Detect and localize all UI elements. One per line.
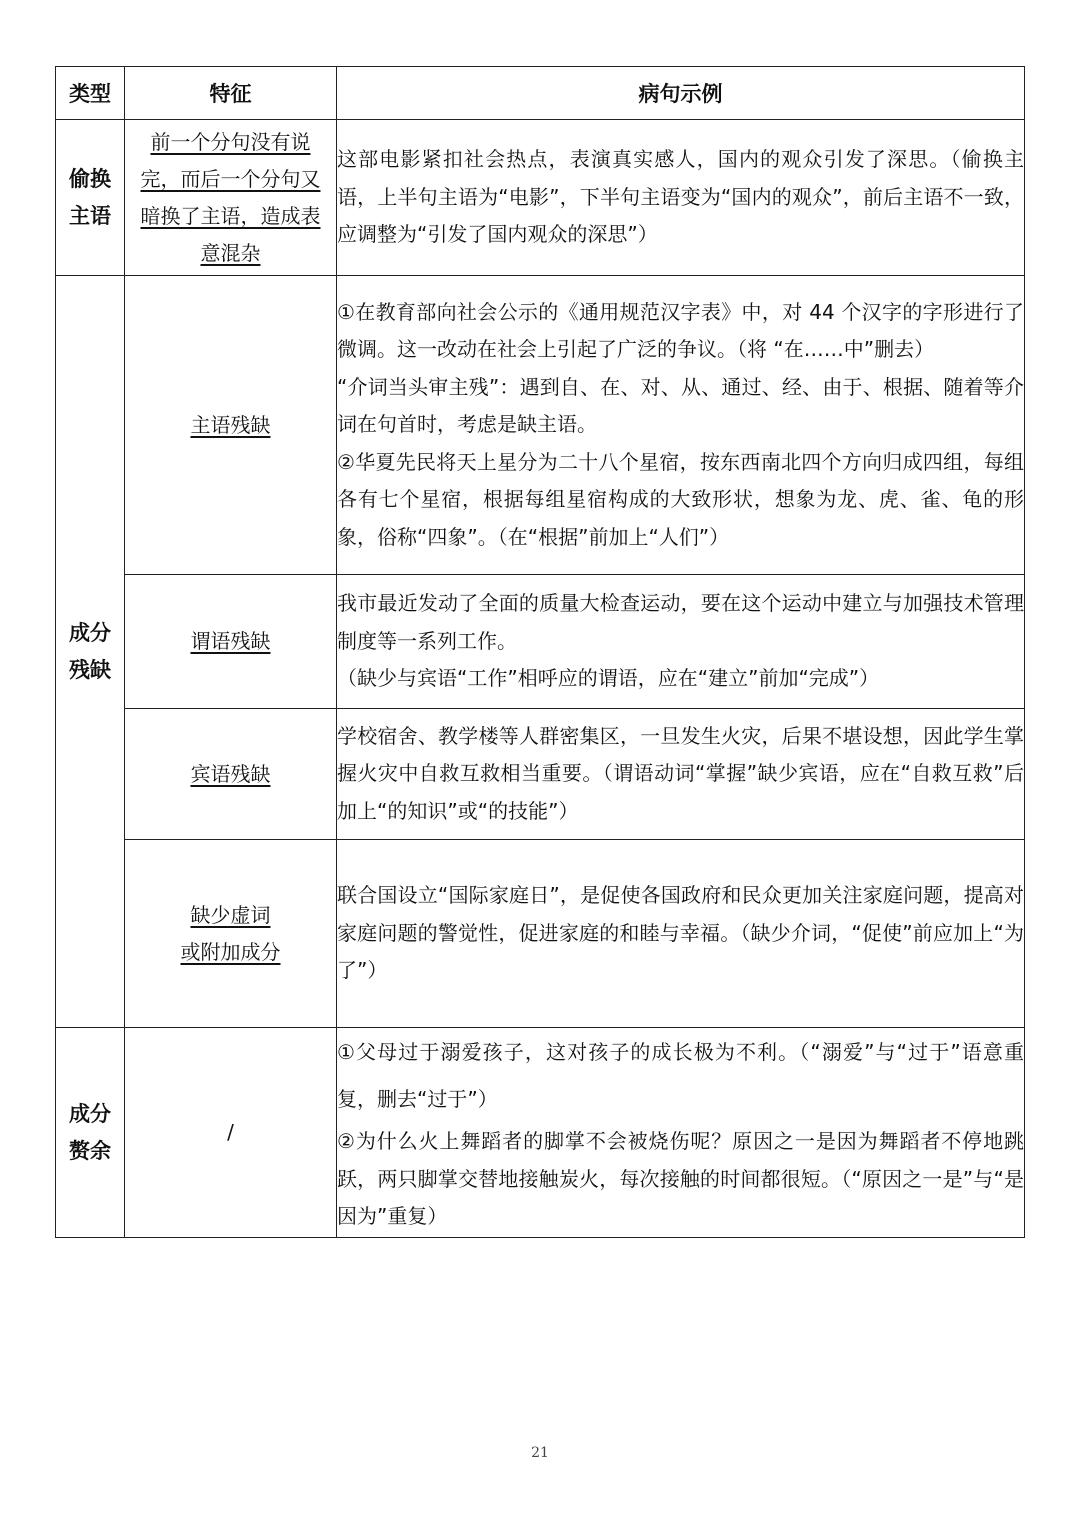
type-cell — [56, 120, 125, 276]
example-cell — [337, 1028, 1025, 1238]
feature-line: 或附加成分 — [180, 939, 281, 964]
feature-cell — [125, 840, 337, 1028]
type-cell — [56, 276, 125, 1028]
type-cell — [56, 1028, 125, 1238]
feature-line: / — [227, 1120, 234, 1144]
example-cell — [337, 575, 1025, 709]
feature-line: 暗换了主语，造成表 — [140, 203, 321, 228]
type-line: 成分 — [69, 620, 111, 645]
type-line: 赘余 — [69, 1138, 111, 1163]
feature-cell — [125, 276, 337, 575]
feature-cell — [125, 575, 337, 709]
table-row — [56, 840, 1025, 1028]
example-text: ①父母过于溺爱孩子，这对孩子的成长极为不利。（“溺爱”与“过于”语意重复，删去“过于”） — [337, 1040, 1024, 1112]
example-text: 我市最近发动了全面的质量大检查运动，要在这个运动中建立与加强技术管理制度等一系列工作。 — [337, 591, 1024, 653]
grammar-error-table — [55, 66, 1025, 1238]
type-line: 主语 — [69, 203, 111, 228]
example-text: （缺少与宾语“工作”相呼应的谓语，应在“建立”前加“完成”） — [337, 666, 880, 691]
feature-cell — [125, 1028, 337, 1238]
table-header-row — [56, 67, 1025, 120]
header-feature: 特征 — [125, 67, 337, 120]
feature-line: 缺少虚词 — [190, 902, 271, 927]
feature-cell — [125, 120, 337, 276]
example-text: 这部电影紧扣社会热点，表演真实感人，国内的观众引发了深思。（偷换主语，上半句主语为“电影”，下半句主语变为“国内的观众”，前后主语不一致，应调整为“引发了国内观众的深思”） — [337, 147, 1024, 247]
feature-line: 谓语残缺 — [190, 629, 271, 653]
feature-line: 完，而后一个分句又 — [140, 166, 321, 191]
example-text: ①在教育部向社会公示的《通用规范汉字表》中，对 44 个汉字的字形进行了微调。这一改动在社会上引起了广泛的争议。（将 “在……中”删去） — [337, 299, 1024, 362]
feature-line: 宾语残缺 — [190, 761, 271, 786]
example-text: ②为什么火上舞蹈者的脚掌不会被烧伤呢？原因之一是因为舞蹈者不停地跳跃，两只脚掌交替地接触炭火，每次接触的时间都很短。（“原因之一是”与“是因为”重复） — [337, 1129, 1024, 1229]
table-row — [56, 1028, 1025, 1238]
feature-cell — [125, 709, 337, 840]
example-text: 学校宿舍、教学楼等人群密集区，一旦发生火灾，后果不堪设想，因此学生掌握火灾中自救互救相当重要。（谓语动词“掌握”缺少宾语，应在“自救互救”后加上“的知识”或“的技能”） — [337, 723, 1024, 823]
table-row — [56, 575, 1025, 709]
feature-line: 前一个分句没有说 — [150, 129, 311, 154]
page-number: 21 — [531, 1445, 549, 1461]
type-line: 偷换 — [69, 166, 111, 191]
feature-line: 主语残缺 — [190, 412, 271, 437]
example-text: “介词当头审主残”：遇到自、在、对、从、通过、经、由于、根据、随着等介词在句首时，考虑是缺主语。 — [337, 374, 1024, 437]
table-row — [56, 120, 1025, 276]
type-line: 残缺 — [69, 657, 111, 682]
type-line: 成分 — [69, 1101, 111, 1126]
table-row — [56, 709, 1025, 840]
header-type: 类型 — [56, 67, 125, 120]
example-text: ②华夏先民将天上星分为二十八个星宿，按东西南北四个方向归成四组，每组各有七个星宿，根据每组星宿构成的大致形状，想象为龙、虎、雀、龟的形象，俗称“四象”。（在“根据”前加上“人们”） — [337, 449, 1024, 549]
table-row — [56, 276, 1025, 575]
feature-line: 意混杂 — [200, 240, 261, 265]
example-cell — [337, 120, 1025, 276]
header-example: 病句示例 — [337, 67, 1025, 120]
example-text: 联合国设立“国际家庭日”，是促使各国政府和民众更加关注家庭问题，提高对家庭问题的警觉性，促进家庭的和睦与幸福。（缺少介词，“促使”前应加上“为了”） — [337, 883, 1024, 983]
example-cell — [337, 709, 1025, 840]
example-cell — [337, 840, 1025, 1028]
example-cell — [337, 276, 1025, 575]
